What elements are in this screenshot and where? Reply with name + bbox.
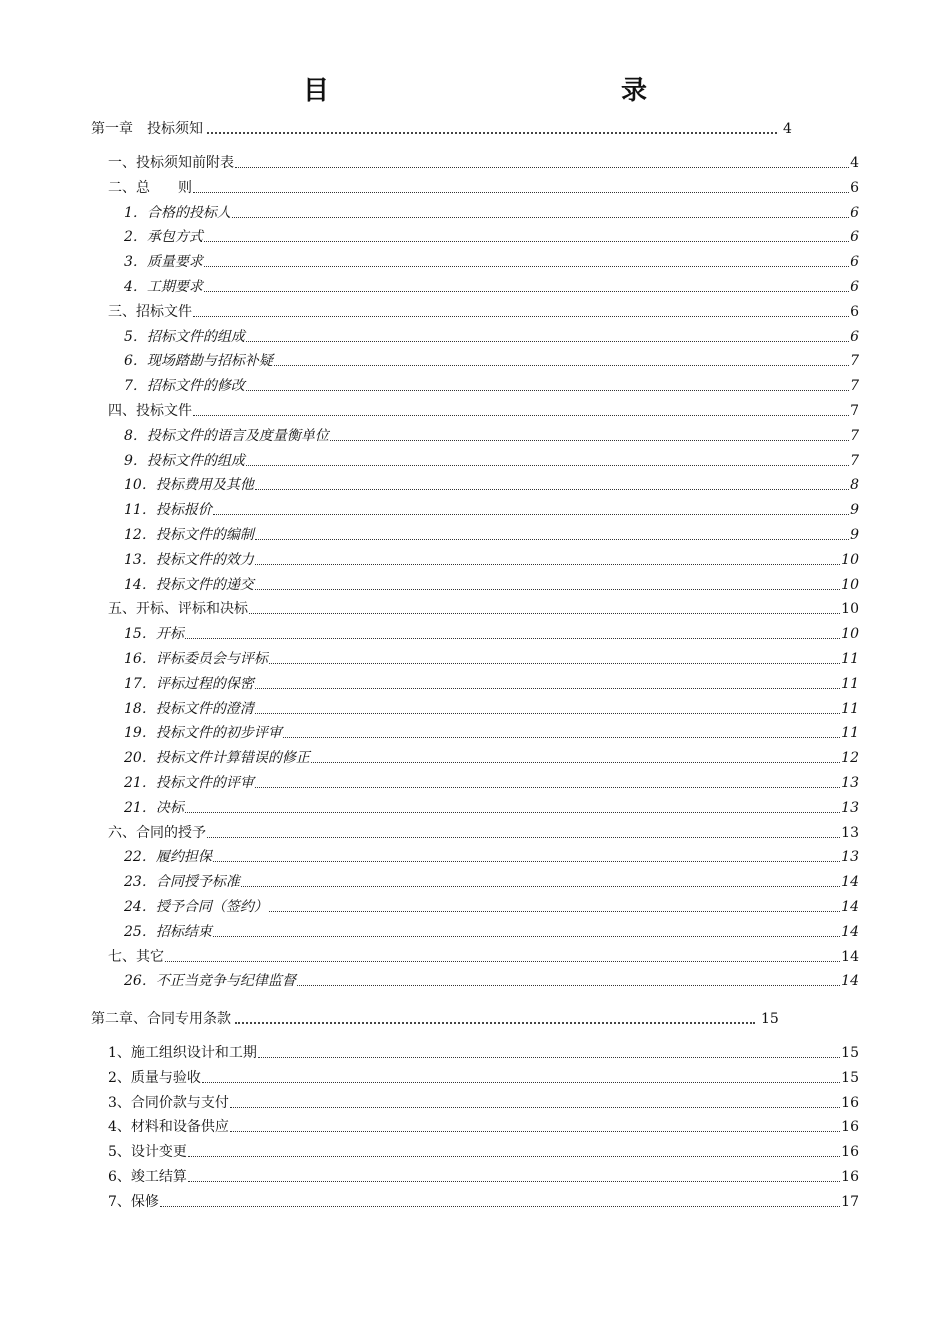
entry-title: 9．投标文件的组成 — [124, 452, 245, 469]
dot-leader — [207, 132, 777, 134]
dot-leader — [255, 589, 840, 590]
dot-leader — [330, 440, 849, 441]
toc-subitem[interactable] — [124, 549, 859, 569]
page-number: 14 — [841, 923, 859, 940]
entry-title: 三、招标文件 — [108, 303, 192, 320]
toc-section[interactable] — [108, 1067, 859, 1087]
toc-subitem[interactable] — [124, 202, 859, 222]
dot-leader — [193, 415, 849, 416]
page-number: 4 — [850, 155, 859, 171]
chapter-title: 第二章、合同专用条款 — [91, 1011, 231, 1027]
dot-leader — [213, 936, 840, 937]
toc-subitem[interactable] — [124, 425, 859, 445]
entry-title: 4．工期要求 — [124, 279, 203, 295]
entry-title: 3．质量要求 — [124, 254, 203, 271]
dot-leader — [185, 812, 840, 813]
page-number: 7 — [850, 403, 859, 419]
dot-leader — [204, 266, 849, 267]
dot-leader — [188, 1156, 840, 1157]
dot-leader — [232, 217, 849, 218]
page-number: 14 — [841, 973, 859, 990]
page-number: 16 — [841, 1169, 859, 1185]
page-number: 10 — [841, 551, 859, 568]
dot-leader — [193, 316, 849, 317]
dot-leader — [235, 167, 849, 168]
entry-title: 8．投标文件的语言及度量衡单位 — [124, 427, 329, 444]
dot-leader — [193, 192, 849, 193]
toc-subitem[interactable] — [124, 474, 859, 494]
dot-leader — [255, 688, 840, 689]
toc-section[interactable] — [108, 1141, 859, 1161]
dot-leader — [246, 465, 849, 466]
entry-title: 二、总 则 — [108, 179, 192, 196]
page-number: 13 — [841, 799, 859, 816]
page-number: 10 — [841, 601, 859, 618]
entry-title: 1、施工组织设计和工期 — [108, 1045, 257, 1061]
page-number: 7 — [850, 452, 859, 469]
entry-title: 1．合格的投标人 — [124, 204, 231, 221]
page-number: 6 — [850, 254, 859, 271]
page-number: 7 — [850, 378, 859, 395]
entry-title: 23．合同授予标准 — [124, 874, 240, 891]
dot-leader — [160, 1206, 840, 1207]
toc-section[interactable] — [108, 400, 859, 420]
toc-subitem[interactable] — [124, 970, 859, 990]
page-number: 17 — [841, 1193, 859, 1210]
entry-title: 6、竣工结算 — [108, 1169, 187, 1185]
entry-title: 22．履约担保 — [124, 849, 212, 866]
toc-subitem[interactable] — [124, 673, 859, 693]
page-number: 12 — [841, 750, 859, 767]
page-number: 11 — [841, 675, 859, 692]
entry-title: 26．不正当竞争与纪律监督 — [124, 973, 296, 990]
dot-leader — [188, 1181, 840, 1182]
toc-section[interactable] — [108, 177, 859, 197]
entry-title: 一、投标须知前附表 — [108, 155, 234, 171]
page-number: 14 — [841, 948, 859, 965]
page-number: 6 — [850, 303, 859, 320]
entry-title: 七、其它 — [108, 948, 164, 965]
page-number: 6 — [850, 204, 859, 221]
toc-subitem[interactable] — [124, 226, 859, 246]
page-number: 11 — [841, 700, 859, 717]
page-number: 10 — [841, 576, 859, 593]
entry-title: 12．投标文件的编制 — [124, 527, 254, 543]
toc-subitem[interactable] — [124, 846, 859, 866]
toc-subitem[interactable] — [124, 896, 859, 916]
dot-leader — [230, 1107, 840, 1108]
page-number: 15 — [841, 1069, 859, 1086]
entry-title: 五、开标、评标和决标 — [108, 601, 248, 618]
dot-leader — [255, 539, 849, 540]
dot-leader — [258, 1057, 840, 1058]
entry-title: 25．招标结束 — [124, 923, 212, 940]
page-number: 11 — [841, 651, 859, 667]
dot-leader — [269, 911, 840, 912]
page-number: 15 — [841, 1045, 859, 1061]
page-number: 7 — [850, 353, 859, 370]
entry-title: 16．评标委员会与评标 — [124, 651, 268, 667]
page-number: 4 — [783, 121, 792, 137]
dot-leader — [235, 1022, 755, 1024]
toc-section[interactable] — [108, 301, 859, 321]
toc-section[interactable] — [108, 152, 859, 172]
toc-subitem[interactable] — [124, 797, 859, 817]
page-number: 13 — [841, 824, 859, 841]
entry-title: 7．招标文件的修改 — [124, 378, 245, 395]
toc-subitem[interactable] — [124, 772, 859, 792]
dot-leader — [297, 985, 840, 986]
dot-leader — [255, 564, 840, 565]
toc-section[interactable] — [108, 598, 859, 618]
toc-subitem[interactable] — [124, 499, 859, 519]
entry-title: 24．授予合同（签约） — [124, 899, 268, 915]
entry-title: 20．投标文件计算错误的修正 — [124, 750, 310, 767]
dot-leader — [269, 663, 840, 664]
page-number: 10 — [841, 626, 859, 643]
dot-leader — [274, 365, 849, 366]
dot-leader — [249, 613, 840, 614]
chapter-title: 第一章 投标须知 — [91, 121, 203, 137]
entry-title: 3、合同价款与支付 — [108, 1094, 229, 1111]
page-number: 6 — [850, 229, 859, 246]
dot-leader — [283, 737, 840, 738]
page-number: 15 — [761, 1011, 779, 1027]
page-number: 13 — [841, 775, 859, 791]
dot-leader — [255, 713, 840, 714]
toc-section[interactable] — [108, 946, 859, 966]
entry-title: 四、投标文件 — [108, 403, 192, 419]
toc-subitem[interactable] — [124, 722, 859, 742]
page-number: 6 — [850, 179, 859, 196]
entry-title: 7、保修 — [108, 1193, 159, 1210]
entry-title: 17．评标过程的保密 — [124, 675, 254, 692]
entry-title: 2、质量与验收 — [108, 1069, 201, 1086]
dot-leader — [202, 1082, 840, 1083]
toc-subitem[interactable] — [124, 871, 859, 891]
dot-leader — [255, 787, 840, 788]
dot-leader — [255, 489, 849, 490]
entry-title: 5．招标文件的组成 — [124, 328, 245, 345]
dot-leader — [241, 886, 840, 887]
dot-leader — [213, 514, 849, 515]
page-number: 9 — [850, 527, 859, 543]
entry-title: 6．现场踏勘与招标补疑 — [124, 353, 273, 370]
dot-leader — [230, 1131, 840, 1132]
dot-leader — [246, 390, 849, 391]
entry-title: 18．投标文件的澄清 — [124, 700, 254, 717]
entry-title: 19．投标文件的初步评审 — [124, 725, 282, 742]
dot-leader — [185, 638, 840, 639]
dot-leader — [207, 837, 840, 838]
toc-section[interactable] — [108, 1092, 859, 1112]
entry-title: 14．投标文件的递交 — [124, 576, 254, 593]
toc-subitem[interactable] — [124, 574, 859, 594]
entry-title: 11．投标报价 — [124, 502, 212, 519]
toc-subitem[interactable] — [124, 648, 859, 668]
entry-title: 13．投标文件的效力 — [124, 551, 254, 568]
toc-subitem[interactable] — [124, 276, 859, 296]
page-number: 16 — [841, 1144, 859, 1161]
toc-subitem[interactable] — [124, 623, 859, 643]
page-number: 6 — [850, 328, 859, 345]
dot-leader — [311, 762, 840, 763]
page-number: 13 — [841, 849, 859, 866]
toc-subitem[interactable] — [124, 350, 859, 370]
toc-subitem[interactable] — [124, 524, 859, 544]
page-number: 7 — [850, 427, 859, 444]
dot-leader — [213, 861, 840, 862]
entry-title: 15．开标 — [124, 626, 184, 643]
page-number: 9 — [850, 502, 859, 519]
chapter-heading[interactable] — [91, 1008, 779, 1028]
chapter-heading[interactable] — [91, 118, 792, 138]
entry-title: 21．决标 — [124, 799, 184, 816]
entry-title: 21．投标文件的评审 — [124, 775, 254, 791]
page-number: 16 — [841, 1094, 859, 1111]
toc-section[interactable] — [108, 1191, 859, 1211]
page-number: 11 — [841, 725, 859, 742]
entry-title: 5、设计变更 — [108, 1144, 187, 1161]
dot-leader — [246, 341, 849, 342]
toc-section[interactable] — [108, 822, 859, 842]
toc-subitem[interactable] — [124, 747, 859, 767]
entry-title: 2．承包方式 — [124, 229, 203, 246]
toc-section[interactable] — [108, 1042, 859, 1062]
toc-section[interactable] — [108, 1116, 859, 1136]
toc-subitem[interactable] — [124, 698, 859, 718]
dot-leader — [204, 241, 849, 242]
toc-section[interactable] — [108, 1166, 859, 1186]
toc-subitem[interactable] — [124, 450, 859, 470]
page-number: 8 — [850, 477, 859, 494]
toc-subitem[interactable] — [124, 251, 859, 271]
page-number: 16 — [841, 1119, 859, 1136]
page-title: 目 录 — [302, 76, 727, 106]
page-number: 14 — [841, 874, 859, 891]
entry-title: 4、材料和设备供应 — [108, 1119, 229, 1136]
entry-title: 六、合同的授予 — [108, 824, 206, 841]
dot-leader — [165, 961, 840, 962]
dot-leader — [204, 291, 849, 292]
entry-title: 10．投标费用及其他 — [124, 477, 254, 494]
page-number: 14 — [841, 899, 859, 915]
page-number: 6 — [850, 279, 859, 295]
toc-subitem[interactable] — [124, 375, 859, 395]
toc-subitem[interactable] — [124, 326, 859, 346]
toc-subitem[interactable] — [124, 921, 859, 941]
